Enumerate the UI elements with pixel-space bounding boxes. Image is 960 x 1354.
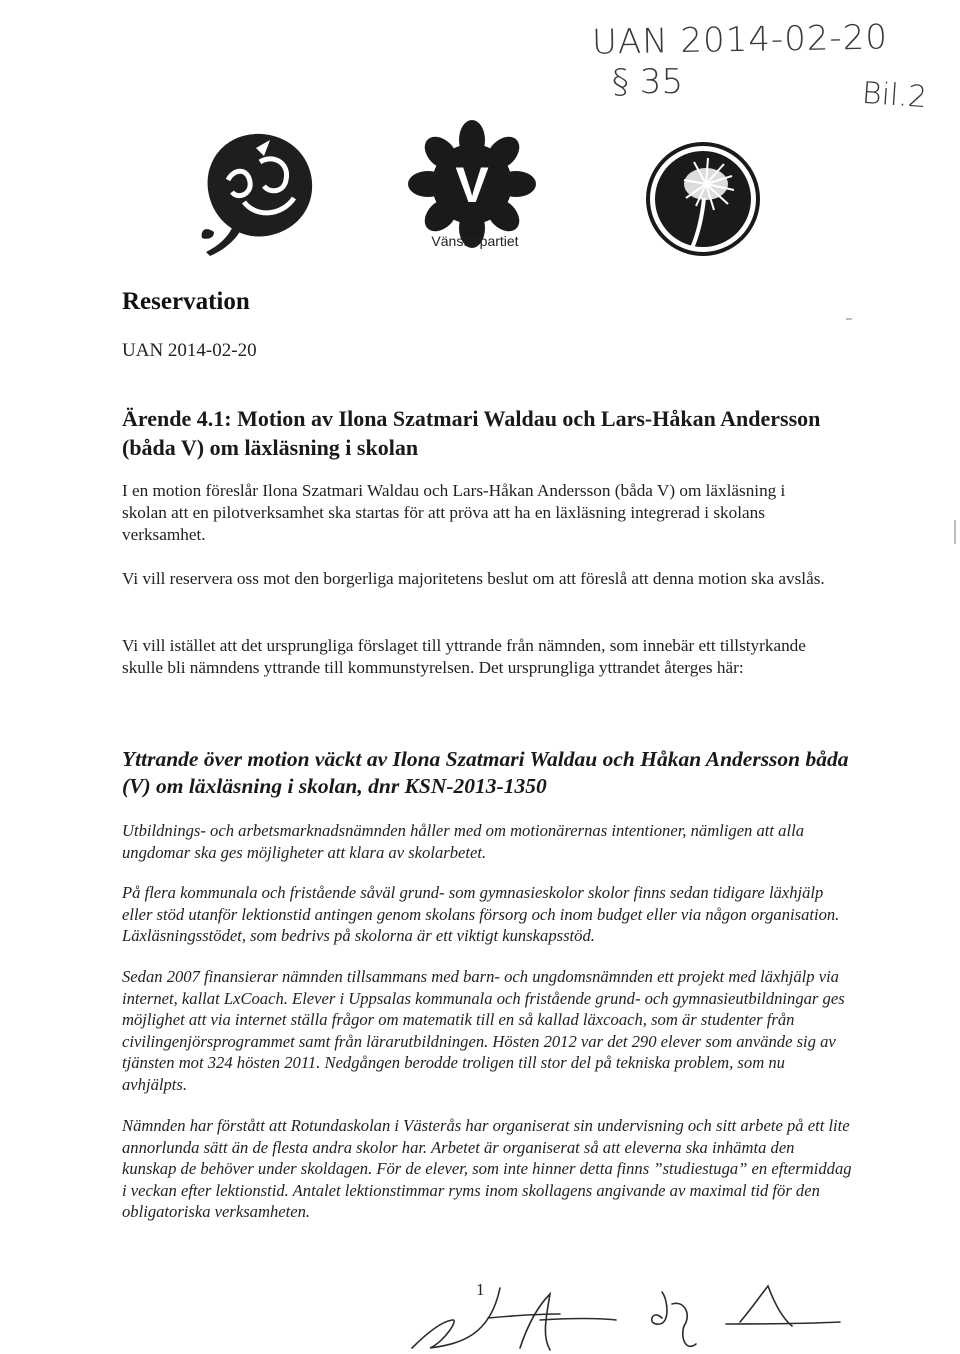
handwritten-attachment-mark: Bil.2 [860, 75, 929, 116]
page-number: 1 [476, 1280, 485, 1299]
scan-edge-mark [954, 520, 956, 544]
vansterpartiet-logo-caption: Vänsterpartiet [431, 233, 519, 249]
reservation-heading: Reservation [122, 288, 250, 315]
vansterpartiet-logo-letter: V [455, 157, 489, 213]
meeting-date: UAN 2014-02-20 [122, 340, 257, 361]
item-heading: Ärende 4.1: Motion av Ilona Szatmari Waldau och Lars-Håkan Andersson (båda V) om läxläsning i skolan [122, 406, 821, 460]
handwritten-reference: UAN 2014-02-20 [591, 17, 889, 63]
handwritten-paragraph-number: § 35 [612, 62, 684, 102]
statement-paragraph: På flera kommunala och fristående såväl grund- som gymnasieskolor skolor finns sedan tidigare läxhjälp eller stöd utanför lektionstid antingen genom skolans försorg och inom budget eller via någon organisation. Läxläsningsstödet, som bedrivs på skolorna är ett viktigt kunskapsstöd. [122, 883, 840, 945]
body-paragraph: I en motion föreslår Ilona Szatmari Waldau och Lars-Håkan Andersson (båda V) om läxläsning i skolan att en pilotverksamhet ska startas för att pröva att ha en läxläsning integrerad i skolans verksamhet. [122, 481, 786, 544]
statement-paragraph: Utbildnings- och arbetsmarknadsnämnden håller med om motionärernas intentioner, nämligen att alla ungdomar ska ges möjligheter att klara av skolarbetet. [122, 821, 804, 862]
social-democrats-rose-logo [198, 128, 324, 258]
statement-paragraph: Sedan 2007 finansierar nämnden tillsammans med barn- och ungdomsnämnden ett projekt med läxhjälp via internet, kallat LxCoach. Elever i Uppsalas kommunala och fristående grund- och gymnasieutbildningar ges möjlighet att via internet ställa frågor om matematik till en så kallad läxcoach, som är studenter från civilingenjörsprogrammet samt från lärarutbildningen. Hösten 2012 var det 290 elever som använde sig av tjänsten mot 324 hösten 2011. Nedgången berodde troligen till stor del på tekniska problem, som nu avhjälpts. [122, 967, 845, 1094]
statement-paragraph: Nämnden har förstått att Rotundaskolan i Västerås har organiserat sin undervisning och sitt arbete på ett lite annorlunda sätt än de flesta andra skolor har. Arbetet är organiserat så att eleverna ska inhämta den kunskap de behöver under skoldagen. För de elever, som inte hinner detta finns ”studiestuga” en eftermiddag i veckan efter lektionstid. Antalet lektionstimmar ryms inom skollagens angivande av maximal tid för den obligatoriska verksamheten. [122, 1116, 852, 1221]
statement-title: Yttrande över motion väckt av Ilona Szatmari Waldau och Håkan Andersson båda (V) om läxläsning i skolan, dnr KSN-2013-1350 [122, 747, 849, 798]
body-paragraph: Vi vill istället att det ursprungliga förslaget till yttrande från nämnden, som innebär ett tillstyrkande skulle bli nämndens yttrande till kommunstyrelsen. Det ursprungliga yttrandet återges här: [122, 636, 806, 677]
miljopartiet-dandelion-logo [644, 140, 762, 258]
handwritten-initials [400, 1278, 860, 1354]
body-paragraph: Vi vill reservera oss mot den borgerliga majoritetens beslut om att föreslå att denna motion ska avslås. [122, 569, 825, 588]
scan-edge-mark [846, 318, 852, 320]
